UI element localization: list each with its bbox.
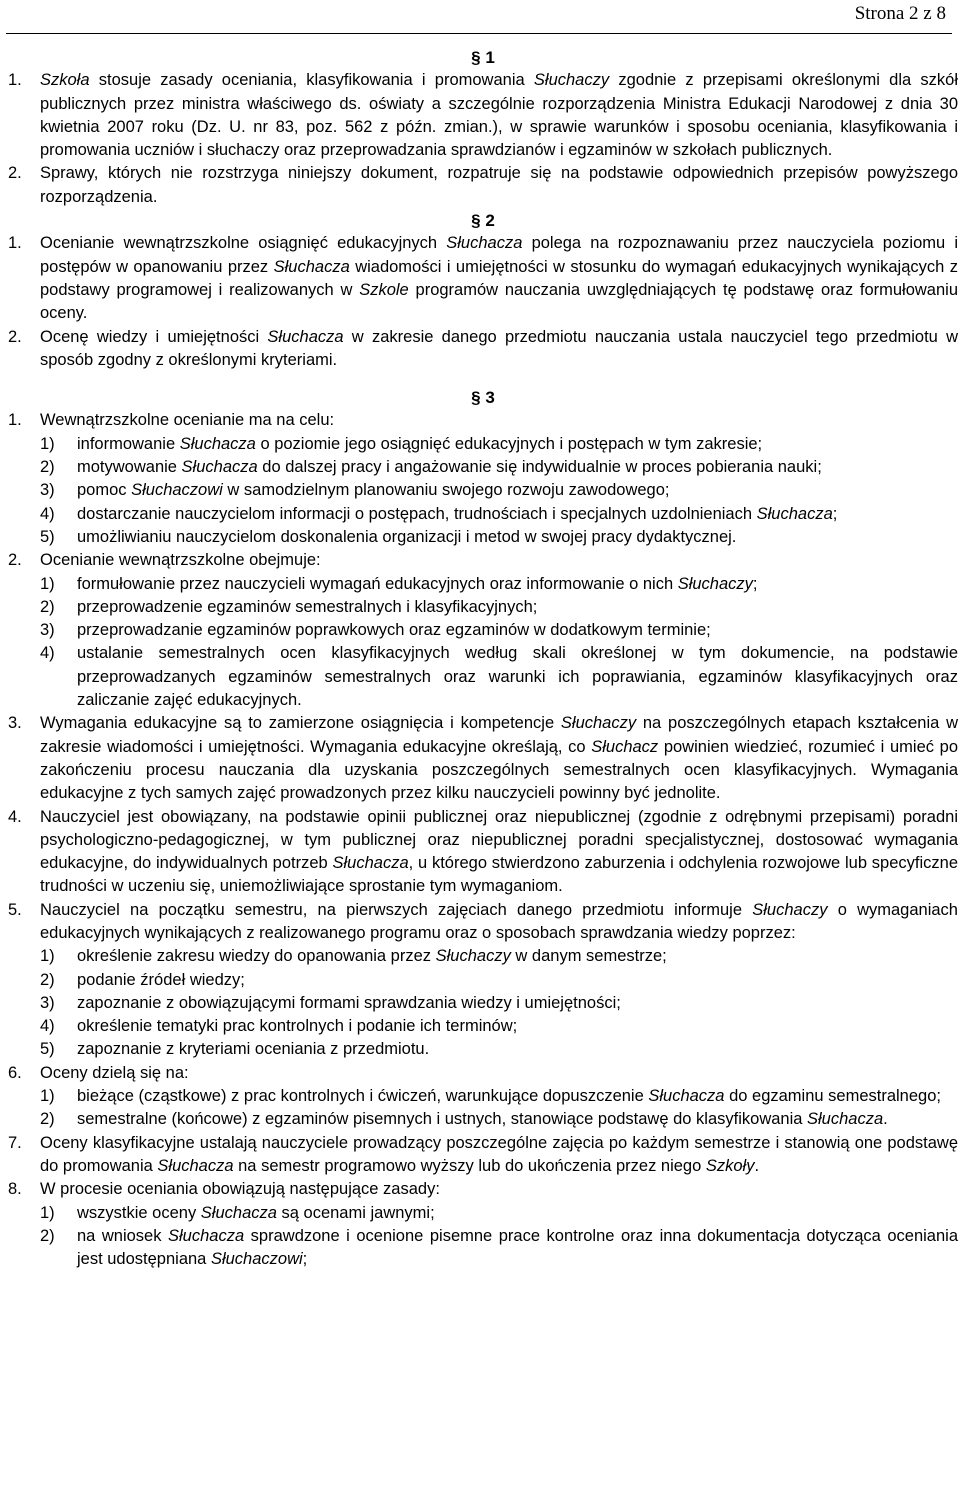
paragraph-number: 1.: [8, 71, 22, 90]
list-item: 2) semestralne (końcowe) z egzaminów pisemnych i ustnych, stanowiące podstawę do klasyfikowania Słuchacza.: [40, 1110, 888, 1129]
paragraph-number: 5.: [8, 900, 22, 919]
paragraph-text: Sprawy, których nie rozstrzyga niniejszy dokument, rozpatruje się na podstawie odpowiednich przepisów powyższego rozporządzenia.: [40, 164, 958, 206]
paragraph-number: 1.: [8, 411, 22, 430]
section-title: § 1: [471, 48, 495, 67]
paragraph-number: 1.: [8, 234, 22, 253]
paragraph: [8, 162, 958, 209]
list-item: 1) formułowanie przez nauczycieli wymagań edukacyjnych oraz informowanie o nich Słuchaczy;: [40, 574, 758, 593]
list-item: 4) dostarczanie nauczycielom informacji o postępach, trudnościach i specjalnych uzdolnieniach Słuchacza;: [40, 504, 838, 523]
paragraph-text: Oceny klasyfikacyjne ustalają nauczyciele prowadzący poszczególne zajęcia po każdym semestrze i stanowią one podstawę do promowania Słuchacza na semestr programowo wyższy lub do ukończenia przez niego Szkoły.: [40, 1133, 958, 1175]
paragraph-text: Nauczyciel na początku semestru, na pierwszych zajęciach danego przedmiotu informuje Słuchaczy o wymaganiach edukacyjnych wynikających z realizowanego programu oraz o sposobach sprawdzania wiedzy poprzez: 1) określenie zakresu wiedzy do opanowania przez Słuchaczy w danym semestrze; 2) podanie źródeł wiedzy; 3) zapoznanie z obowiązującymi formami sprawdzania wiedzy i umiejętności; 4) określenie tematyki prac kontrolnych i podanie ich terminów; 5) zapoznanie z kryteriami oceniania z przedmiotu.: [40, 899, 958, 1062]
paragraph: [8, 1178, 958, 1271]
paragraph-text: Szkoła stosuje zasady oceniania, klasyfikowania i promowania Słuchaczy zgodnie z przepisami określonymi dla szkół publicznych przez ministra właściwego ds. oświaty a szczególnie rozporządzenia Ministra Edukacji Narodowej z dnia 30 kwietnia 2007 roku (Dz. U. nr 83, poz. 562 z późn. zmian.), w sprawie warunków i sposobu oceniania, klasyfikowania i promowania uczniów i słuchaczy oraz przeprowadzania sprawdzianów i egzaminów w szkołach publicznych.: [40, 71, 958, 160]
paragraph: [8, 712, 958, 805]
paragraph: [8, 232, 958, 325]
list-item: 1) wszystkie oceny Słuchacza są ocenami jawnymi;: [40, 1203, 435, 1222]
list-item: 4) określenie tematyki prac kontrolnych i podanie ich terminów;: [40, 1017, 518, 1036]
paragraph: [8, 1062, 958, 1132]
paragraph: [8, 1132, 958, 1179]
paragraph-number: 3.: [8, 714, 22, 733]
list-item: 1) bieżące (cząstkowe) z prac kontrolnych i ćwiczeń, warunkujące dopuszczenie Słuchacza do egzaminu semestralnego;: [40, 1087, 941, 1106]
paragraph: [8, 899, 958, 1062]
list-item: 2) motywowanie Słuchacza do dalszej pracy i angażowanie się indywidualnie w proces pobierania nauki;: [40, 458, 822, 477]
paragraph-number: 2.: [8, 164, 22, 183]
list-item: 1) określenie zakresu wiedzy do opanowania przez Słuchaczy w danym semestrze;: [40, 947, 667, 966]
page-number: Strona 2 z 8: [854, 3, 946, 24]
list-item: 2) przeprowadzenie egzaminów semestralnych i klasyfikacyjnych;: [40, 597, 538, 616]
list-item: 5) umożliwianiu nauczycielom doskonalenia organizacji i metod w swojej pracy dydaktycznej.: [40, 527, 737, 546]
paragraph-number: 8.: [8, 1180, 22, 1199]
list-item: 2) na wniosek Słuchacza sprawdzone i ocenione pisemne prace kontrolne oraz inna dokumentacja dotycząca oceniania jest udostępniana Słuchaczowi;: [40, 1226, 958, 1269]
paragraph-text: Oceny dzielą się na: 1) bieżące (cząstkowe) z prac kontrolnych i ćwiczeń, warunkujące dopuszczenie Słuchacza do egzaminu semestralnego; 2) semestralne (końcowe) z egzaminów pisemnych i ustnych, stanowiące podstawę do klasyfikowania Słuchacza.: [40, 1062, 958, 1132]
list-item: 5) zapoznanie z kryteriami oceniania z przedmiotu.: [40, 1040, 430, 1059]
paragraph: [8, 69, 958, 162]
list-item: 1) informowanie Słuchacza o poziomie jego osiągnięć edukacyjnych i postępach w tym zakresie;: [40, 434, 763, 453]
list-item: 3) pomoc Słuchaczowi w samodzielnym planowaniu swojego rozwoju zawodowego;: [40, 481, 670, 500]
list-item: 4) ustalanie semestralnych ocen klasyfikacyjnych według skali określonej w tym dokumencie, na podstawie przeprowadzanych egzaminów semestralnych oraz warunki ich poprawiania, egzaminów klasyfikacyjnych oraz zaliczanie zajęć edukacyjnych.: [40, 644, 958, 710]
paragraph: [8, 326, 958, 373]
paragraph-number: 4.: [8, 807, 22, 826]
paragraph-text: Wymagania edukacyjne są to zamierzone osiągnięcia i kompetencje Słuchaczy na poszczególnych etapach kształcenia w zakresie wiadomości i umiejętności. Wymagania edukacyjne określają, co Słuchacz powinien wiedzieć, rozumieć i umieć po zakończeniu procesu nauczania dla uzyskania poszczególnych semestralnych ocen klasyfikacyjnych. Wymagania edukacyjne z tych samych zajęć prowadzonych przez kilku nauczycieli powinny być jednolite.: [40, 714, 958, 803]
paragraph-number: 2.: [8, 327, 22, 346]
paragraph: [8, 409, 958, 549]
list-item: 3) przeprowadzanie egzaminów poprawkowych oraz egzaminów w dodatkowym terminie;: [40, 621, 711, 640]
paragraph-text: Nauczyciel jest obowiązany, na podstawie opinii publicznej oraz niepublicznej (zgodnie z odrębnymi przepisami) poradni psychologiczno-pedagogicznej, w tym publicznej oraz niepublicznej poradni specjalistycznej, dostosować wymagania edukacyjne, do indywidualnych potrzeb Słuchacza, u którego stwierdzono zaburzenia i odchylenia rozwojowe lub specyficzne trudności w uczeniu się, uniemożliwiające sprostanie tym wymaganiom.: [40, 807, 959, 896]
paragraph-number: 2.: [8, 551, 22, 570]
paragraph: [8, 549, 958, 712]
paragraph: [8, 806, 958, 899]
paragraph-text: Wewnątrzszkolne ocenianie ma na celu: 1) informowanie Słuchacza o poziomie jego osiągnięć edukacyjnych i postępach w tym zakresie; 2) motywowanie Słuchacza do dalszej pracy i angażowanie się indywidualnie w proces pobierania nauki; 3) pomoc Słuchaczowi w samodzielnym planowaniu swojego rozwoju zawodowego; 4) dostarczanie nauczycielom informacji o postępach, trudnościach i specjalnych uzdolnieniach Słuchacza; 5) umożliwianiu nauczycielom doskonalenia organizacji i metod w swojej pracy dydaktycznej.: [40, 409, 958, 549]
paragraph-text: W procesie oceniania obowiązują następujące zasady: 1) wszystkie oceny Słuchacza są ocenami jawnymi; 2) na wniosek Słuchacza sprawdzone i ocenione pisemne prace kontrolne oraz inna dokumentacja dotycząca oceniania jest udostępniana Słuchaczowi;: [40, 1178, 958, 1271]
list-item: 3) zapoznanie z obowiązującymi formami sprawdzania wiedzy i umiejętności;: [40, 993, 621, 1012]
paragraph-number: 6.: [8, 1063, 22, 1082]
document-body: [8, 40, 958, 1271]
section-title: § 2: [471, 211, 495, 231]
header-divider: [6, 33, 952, 34]
paragraph-number: 7.: [8, 1133, 22, 1152]
paragraph-text: Ocenianie wewnątrzszkolne obejmuje: 1) formułowanie przez nauczycieli wymagań edukacyjnych oraz informowanie o nich Słuchaczy; 2) przeprowadzenie egzaminów semestralnych i klasyfikacyjnych; 3) przeprowadzanie egzaminów poprawkowych oraz egzaminów w dodatkowym terminie; 4) ustalanie semestralnych ocen klasyfikacyjnych według skali określonej w tym dokumencie, na podstawie przeprowadzanych egzaminów semestralnych oraz warunki ich poprawiania, egzaminów klasyfikacyjnych oraz zaliczanie zajęć edukacyjnych.: [40, 549, 958, 712]
paragraph-text: Ocenianie wewnątrzszkolne osiągnięć edukacyjnych Słuchacza polega na rozpoznawaniu przez nauczyciela poziomu i postępów w opanowaniu przez Słuchacza wiadomości i umiejętności w stosunku do wymagań edukacyjnych wynikających z podstawy programowej i realizowanych w Szkole programów nauczania uwzględniających tę podstawę oraz formułowaniu oceny.: [40, 234, 959, 323]
paragraph-text: Ocenę wiedzy i umiejętności Słuchacza w zakresie danego przedmiotu nauczania ustala nauczyciel tego przedmiotu w sposób zgodny z określonymi kryteriami.: [40, 327, 959, 369]
section-title: § 3: [471, 388, 495, 408]
list-item: 2) podanie źródeł wiedzy;: [40, 970, 245, 989]
